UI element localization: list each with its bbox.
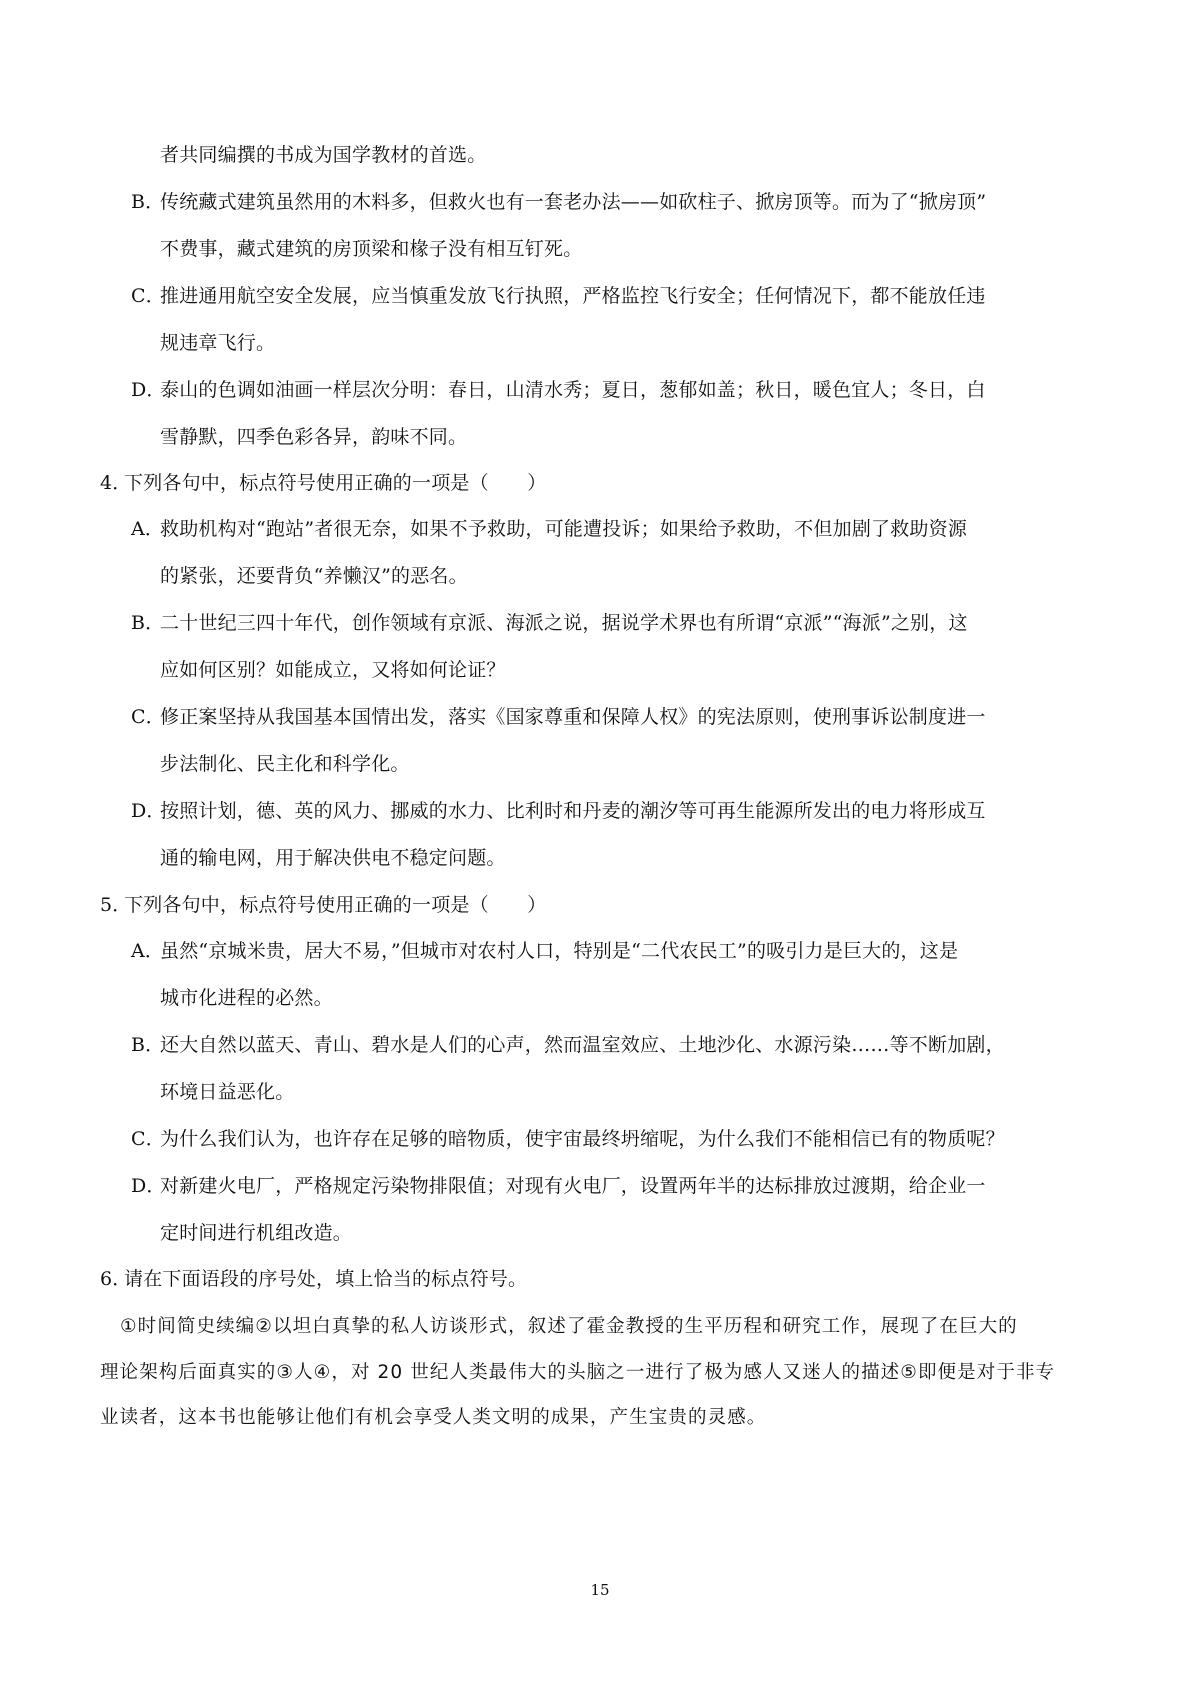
q3-option-b-text: 传统藏式建筑虽然用的木料多，但救火也有一套老办法——如砍柱子、掀房顶等。而为了“掀房顶”: [160, 191, 987, 213]
q4-option-c-text: 修正案坚持从我国基本国情出发，落实《国家尊重和保障人权》的宪法原则，使刑事诉讼制度进一: [160, 706, 986, 728]
q5-stem: 下列各句中，标点符号使用正确的一项是（ ）: [124, 894, 547, 916]
q4-option-a-text: 救助机构对“跑站”者很无奈，如果不予救助，可能遭投诉；如果给予救助，不但加剧了救助资源: [160, 518, 968, 540]
q5-option-b-label: B．: [131, 1034, 165, 1056]
q6-passage-text: ①时间简史续编②以坦白真挚的私人访谈形式，叙述了霍金教授的生平历程和研究工作，展现了在巨大的: [120, 1316, 1018, 1337]
q4-option-d-text: 按照计划，德、英的风力、挪威的水力、比利时和丹麦的潮汐等可再生能源所发出的电力将形成互: [160, 800, 986, 822]
q6-passage-text: 理论架构后面真实的③人④，对 20 世纪人类最伟大的头脑之一进行了极为感人又迷人的描述⑤即便是对于非专: [100, 1362, 1056, 1383]
continuation-text: 者共同编撰的书成为国学教材的首选。: [160, 144, 487, 166]
q4-option-d-label: D．: [131, 800, 166, 822]
q4-option-c-label: C．: [131, 706, 165, 728]
q4-option-b-text: 应如何区别？如能成立，又将如何论证？: [160, 659, 506, 681]
page-number: 15: [590, 1581, 610, 1599]
q5-option-a-label: A．: [131, 940, 165, 962]
q5-option-d-label: D．: [131, 1175, 166, 1197]
q4-option-c-text: 步法制化、民主化和科学化。: [160, 753, 410, 775]
q5-option-d-text: 定时间进行机组改造。: [160, 1222, 353, 1244]
q4-option-a-label: A．: [131, 518, 165, 540]
q4-stem: 下列各句中，标点符号使用正确的一项是（ ）: [124, 472, 547, 494]
q5-number: 5．: [100, 894, 132, 916]
q4-option-a-text: 的紧张，还要背负“养懒汉”的恶名。: [160, 565, 468, 587]
q3-option-d-text: 泰山的色调如油画一样层次分明：春日，山清水秀；夏日，葱郁如盖；秋日，暖色宜人；冬日，白: [160, 379, 986, 401]
q6-number: 6．: [100, 1268, 132, 1290]
q3-option-b-label: B．: [131, 191, 165, 213]
q3-option-d-text: 雪静默，四季色彩各异，韵味不同。: [160, 426, 468, 448]
q3-option-c-text: 推进通用航空安全发展，应当慎重发放飞行执照，严格监控飞行安全；任何情况下，都不能放任违: [160, 285, 986, 307]
q5-option-b-text: 环境日益恶化。: [160, 1081, 295, 1103]
q3-option-b-text: 不费事，藏式建筑的房顶梁和椽子没有相互钉死。: [160, 238, 583, 260]
q3-option-c-label: C．: [131, 285, 165, 307]
q4-option-b-label: B．: [131, 612, 165, 634]
q5-option-c-text: 为什么我们认为，也许存在足够的暗物质，使宇宙最终坍缩呢，为什么我们不能相信已有的物质呢？: [160, 1128, 1005, 1150]
q4-option-b-text: 二十世纪三四十年代，创作领域有京派、海派之说，据说学术界也有所谓“京派”“海派”之别，这: [160, 612, 968, 634]
q4-number: 4．: [100, 472, 132, 494]
q5-option-c-label: C．: [131, 1128, 165, 1150]
q4-option-d-text: 通的输电网，用于解决供电不稳定问题。: [160, 847, 506, 869]
q6-passage-text: 业读者，这本书也能够让他们有机会享受人类文明的成果，产生宝贵的灵感。: [100, 1407, 767, 1428]
q6-stem: 请在下面语段的序号处，填上恰当的标点符号。: [124, 1268, 528, 1290]
q5-option-d-text: 对新建火电厂，严格规定污染物排限值；对现有火电厂，设置两年半的达标排放过渡期，给企业一: [160, 1175, 986, 1197]
q3-option-d-label: D．: [131, 379, 166, 401]
q5-option-b-text: 还大自然以蓝天、青山、碧水是人们的心声，然而温室效应、土地沙化、水源污染……等不断加剧，: [160, 1034, 1005, 1056]
q5-option-a-text: 虽然“京城米贵，居大不易，”但城市对农村人口，特别是“二代农民工”的吸引力是巨大的，这是: [160, 940, 959, 962]
q5-option-a-text: 城市化进程的必然。: [160, 987, 333, 1009]
q3-option-c-text: 规违章飞行。: [160, 332, 276, 354]
